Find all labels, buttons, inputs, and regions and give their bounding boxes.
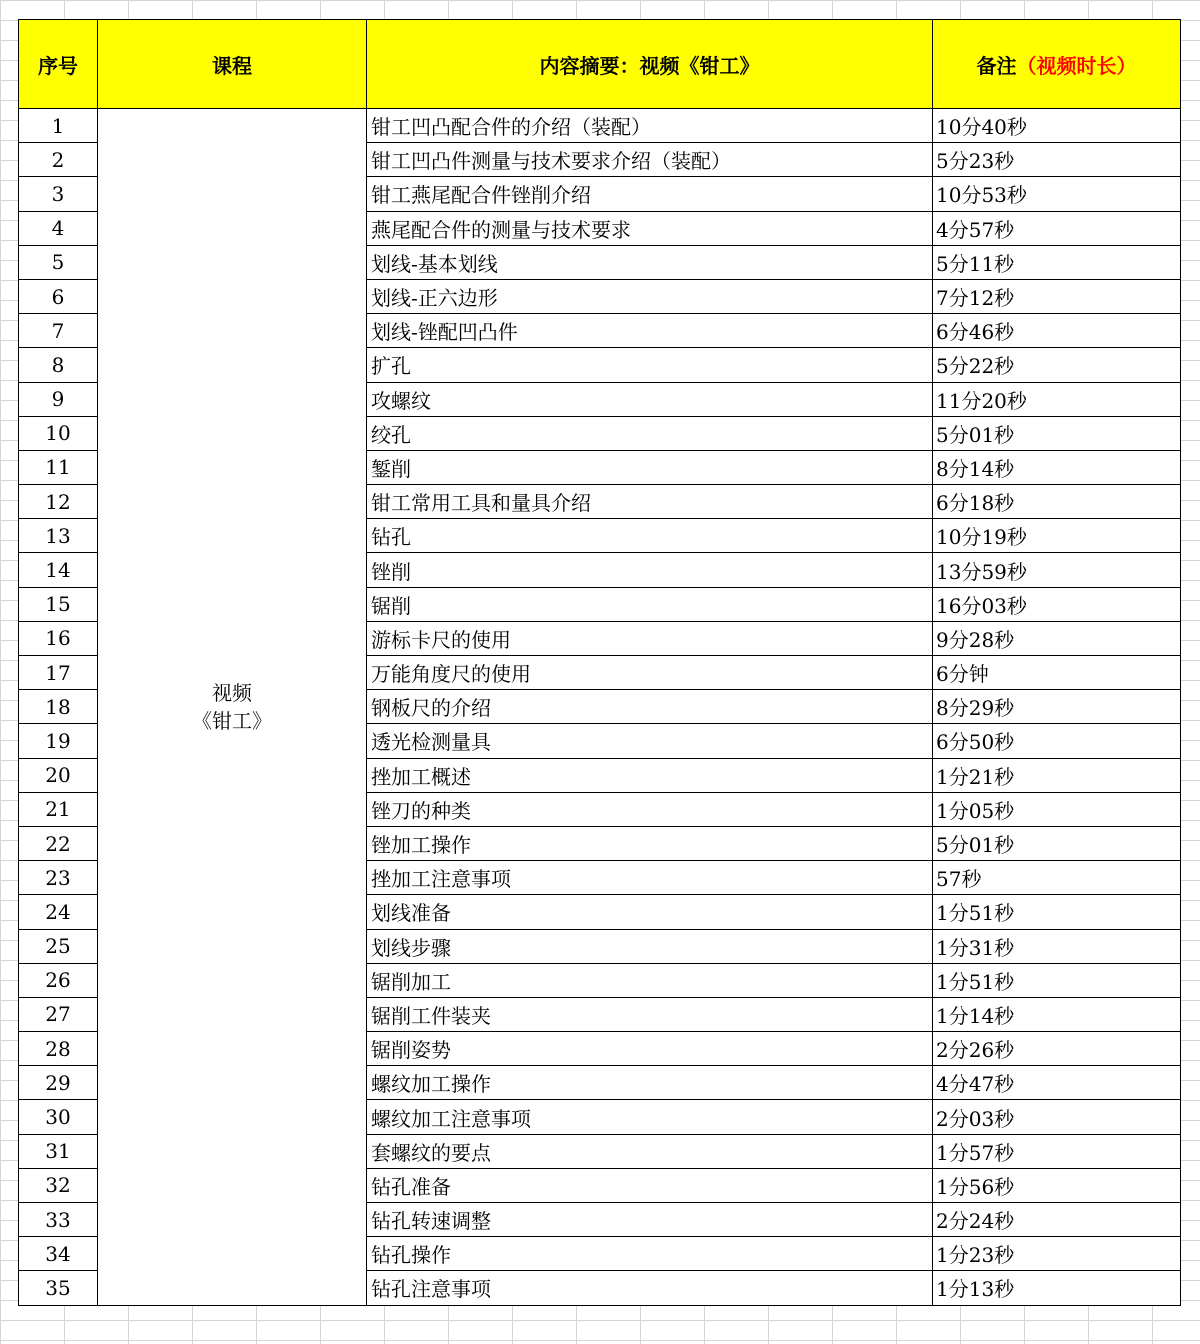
cell-duration[interactable]: 13分59秒 xyxy=(933,553,1181,587)
cell-duration[interactable]: 4分47秒 xyxy=(933,1066,1181,1100)
cell-duration[interactable]: 1分14秒 xyxy=(933,997,1181,1031)
cell-content[interactable]: 锉刀的种类 xyxy=(367,792,933,826)
header-note-label: 备注 xyxy=(976,53,1017,78)
cell-duration[interactable]: 8分14秒 xyxy=(933,450,1181,484)
cell-content[interactable]: 绞孔 xyxy=(367,416,933,450)
cell-duration[interactable]: 1分56秒 xyxy=(933,1168,1181,1202)
cell-num[interactable]: 33 xyxy=(19,1203,98,1237)
cell-num[interactable]: 34 xyxy=(19,1237,98,1271)
header-note-highlight: （视频时长） xyxy=(1016,53,1137,78)
cell-duration[interactable]: 11分20秒 xyxy=(933,382,1181,416)
cell-num[interactable]: 31 xyxy=(19,1134,98,1168)
cell-num[interactable]: 9 xyxy=(19,382,98,416)
cell-duration[interactable]: 5分11秒 xyxy=(933,245,1181,279)
course-line-2: 《钳工》 xyxy=(192,708,272,733)
cell-content[interactable]: 钻孔注意事项 xyxy=(367,1271,933,1305)
cell-duration[interactable]: 2分26秒 xyxy=(933,1032,1181,1066)
cell-content[interactable]: 挫加工概述 xyxy=(367,758,933,792)
cell-duration[interactable]: 1分13秒 xyxy=(933,1271,1181,1305)
cell-duration[interactable]: 1分51秒 xyxy=(933,963,1181,997)
cell-num[interactable]: 23 xyxy=(19,861,98,895)
cell-num[interactable]: 30 xyxy=(19,1100,98,1134)
cell-content[interactable]: 钳工凹凸配合件的介绍（装配） xyxy=(367,109,933,143)
cell-content[interactable]: 透光检测量具 xyxy=(367,724,933,758)
cell-content[interactable]: 錾削 xyxy=(367,450,933,484)
cell-num[interactable]: 21 xyxy=(19,792,98,826)
cell-duration[interactable]: 10分19秒 xyxy=(933,519,1181,553)
cell-duration[interactable]: 9分28秒 xyxy=(933,621,1181,655)
cell-content[interactable]: 挫加工注意事项 xyxy=(367,861,933,895)
cell-duration[interactable]: 57秒 xyxy=(933,861,1181,895)
cell-content[interactable]: 螺纹加工操作 xyxy=(367,1066,933,1100)
table-row xyxy=(19,109,1181,143)
cell-content[interactable]: 划线-正六边形 xyxy=(367,279,933,313)
cell-num[interactable]: 13 xyxy=(19,519,98,553)
cell-content[interactable]: 钳工燕尾配合件锉削介绍 xyxy=(367,177,933,211)
cell-num[interactable]: 4 xyxy=(19,211,98,245)
cell-content[interactable]: 锉削 xyxy=(367,553,933,587)
cell-content[interactable]: 钳工常用工具和量具介绍 xyxy=(367,485,933,519)
cell-duration[interactable]: 1分51秒 xyxy=(933,895,1181,929)
cell-duration[interactable]: 1分21秒 xyxy=(933,758,1181,792)
cell-duration[interactable]: 10分53秒 xyxy=(933,177,1181,211)
cell-num[interactable]: 6 xyxy=(19,279,98,313)
cell-duration[interactable]: 6分46秒 xyxy=(933,314,1181,348)
cell-content[interactable]: 锉加工操作 xyxy=(367,826,933,860)
header-row xyxy=(19,20,1181,109)
cell-content[interactable]: 划线-锉配凹凸件 xyxy=(367,314,933,348)
cell-duration[interactable]: 4分57秒 xyxy=(933,211,1181,245)
cell-course-merged[interactable] xyxy=(98,109,367,1306)
cell-content[interactable]: 游标卡尺的使用 xyxy=(367,621,933,655)
header-content[interactable]: 内容摘要：视频《钳工》 xyxy=(367,20,933,109)
cell-num[interactable]: 24 xyxy=(19,895,98,929)
cell-duration[interactable]: 1分31秒 xyxy=(933,929,1181,963)
cell-num[interactable]: 3 xyxy=(19,177,98,211)
cell-duration[interactable]: 5分22秒 xyxy=(933,348,1181,382)
cell-num[interactable]: 18 xyxy=(19,690,98,724)
cell-duration[interactable]: 5分01秒 xyxy=(933,416,1181,450)
cell-duration[interactable]: 1分05秒 xyxy=(933,792,1181,826)
cell-num[interactable]: 16 xyxy=(19,621,98,655)
cell-num[interactable]: 8 xyxy=(19,348,98,382)
cell-num[interactable]: 28 xyxy=(19,1032,98,1066)
cell-content[interactable]: 划线步骤 xyxy=(367,929,933,963)
cell-num[interactable]: 11 xyxy=(19,450,98,484)
cell-content[interactable]: 锯削工件装夹 xyxy=(367,997,933,1031)
header-num[interactable]: 序号 xyxy=(19,20,98,109)
cell-num[interactable]: 7 xyxy=(19,314,98,348)
cell-content[interactable]: 钻孔操作 xyxy=(367,1237,933,1271)
cell-content[interactable]: 万能角度尺的使用 xyxy=(367,656,933,690)
cell-content[interactable]: 锯削姿势 xyxy=(367,1032,933,1066)
cell-num[interactable]: 35 xyxy=(19,1271,98,1305)
cell-num[interactable]: 14 xyxy=(19,553,98,587)
cell-duration[interactable]: 2分03秒 xyxy=(933,1100,1181,1134)
cell-content[interactable]: 扩孔 xyxy=(367,348,933,382)
cell-num[interactable]: 20 xyxy=(19,758,98,792)
cell-content[interactable]: 划线-基本划线 xyxy=(367,245,933,279)
cell-duration[interactable]: 10分40秒 xyxy=(933,109,1181,143)
cell-duration[interactable]: 1分23秒 xyxy=(933,1237,1181,1271)
cell-duration[interactable]: 1分57秒 xyxy=(933,1134,1181,1168)
cell-num[interactable]: 27 xyxy=(19,997,98,1031)
cell-content[interactable]: 锯削 xyxy=(367,587,933,621)
cell-num[interactable]: 17 xyxy=(19,656,98,690)
table-body xyxy=(19,109,1181,1306)
cell-content[interactable]: 套螺纹的要点 xyxy=(367,1134,933,1168)
header-course[interactable]: 课程 xyxy=(98,20,367,109)
cell-duration[interactable]: 6分50秒 xyxy=(933,724,1181,758)
cell-content[interactable]: 钻孔 xyxy=(367,519,933,553)
cell-num[interactable]: 5 xyxy=(19,245,98,279)
cell-num[interactable]: 22 xyxy=(19,826,98,860)
cell-content[interactable]: 钻孔准备 xyxy=(367,1168,933,1202)
cell-content[interactable]: 锯削加工 xyxy=(367,963,933,997)
cell-duration[interactable]: 5分01秒 xyxy=(933,826,1181,860)
cell-num[interactable]: 25 xyxy=(19,929,98,963)
cell-num[interactable]: 1 xyxy=(19,109,98,143)
cell-num[interactable]: 12 xyxy=(19,485,98,519)
cell-duration[interactable]: 16分03秒 xyxy=(933,587,1181,621)
cell-duration[interactable]: 7分12秒 xyxy=(933,279,1181,313)
header-note[interactable] xyxy=(933,20,1181,109)
course-table xyxy=(18,19,1181,1306)
cell-num[interactable]: 26 xyxy=(19,963,98,997)
course-line-1: 视频 xyxy=(212,680,252,705)
cell-num[interactable]: 2 xyxy=(19,143,98,177)
cell-duration[interactable]: 8分29秒 xyxy=(933,690,1181,724)
cell-content[interactable]: 钢板尺的介绍 xyxy=(367,690,933,724)
cell-content[interactable]: 螺纹加工注意事项 xyxy=(367,1100,933,1134)
cell-duration[interactable]: 6分钟 xyxy=(933,656,1181,690)
cell-num[interactable]: 32 xyxy=(19,1168,98,1202)
cell-duration[interactable]: 6分18秒 xyxy=(933,485,1181,519)
cell-num[interactable]: 10 xyxy=(19,416,98,450)
cell-content[interactable]: 钻孔转速调整 xyxy=(367,1203,933,1237)
cell-duration[interactable]: 2分24秒 xyxy=(933,1203,1181,1237)
cell-content[interactable]: 攻螺纹 xyxy=(367,382,933,416)
cell-num[interactable]: 19 xyxy=(19,724,98,758)
cell-duration[interactable]: 5分23秒 xyxy=(933,143,1181,177)
cell-num[interactable]: 29 xyxy=(19,1066,98,1100)
cell-num[interactable]: 15 xyxy=(19,587,98,621)
cell-content[interactable]: 燕尾配合件的测量与技术要求 xyxy=(367,211,933,245)
cell-content[interactable]: 划线准备 xyxy=(367,895,933,929)
cell-content[interactable]: 钳工凹凸件测量与技术要求介绍（装配） xyxy=(367,143,933,177)
